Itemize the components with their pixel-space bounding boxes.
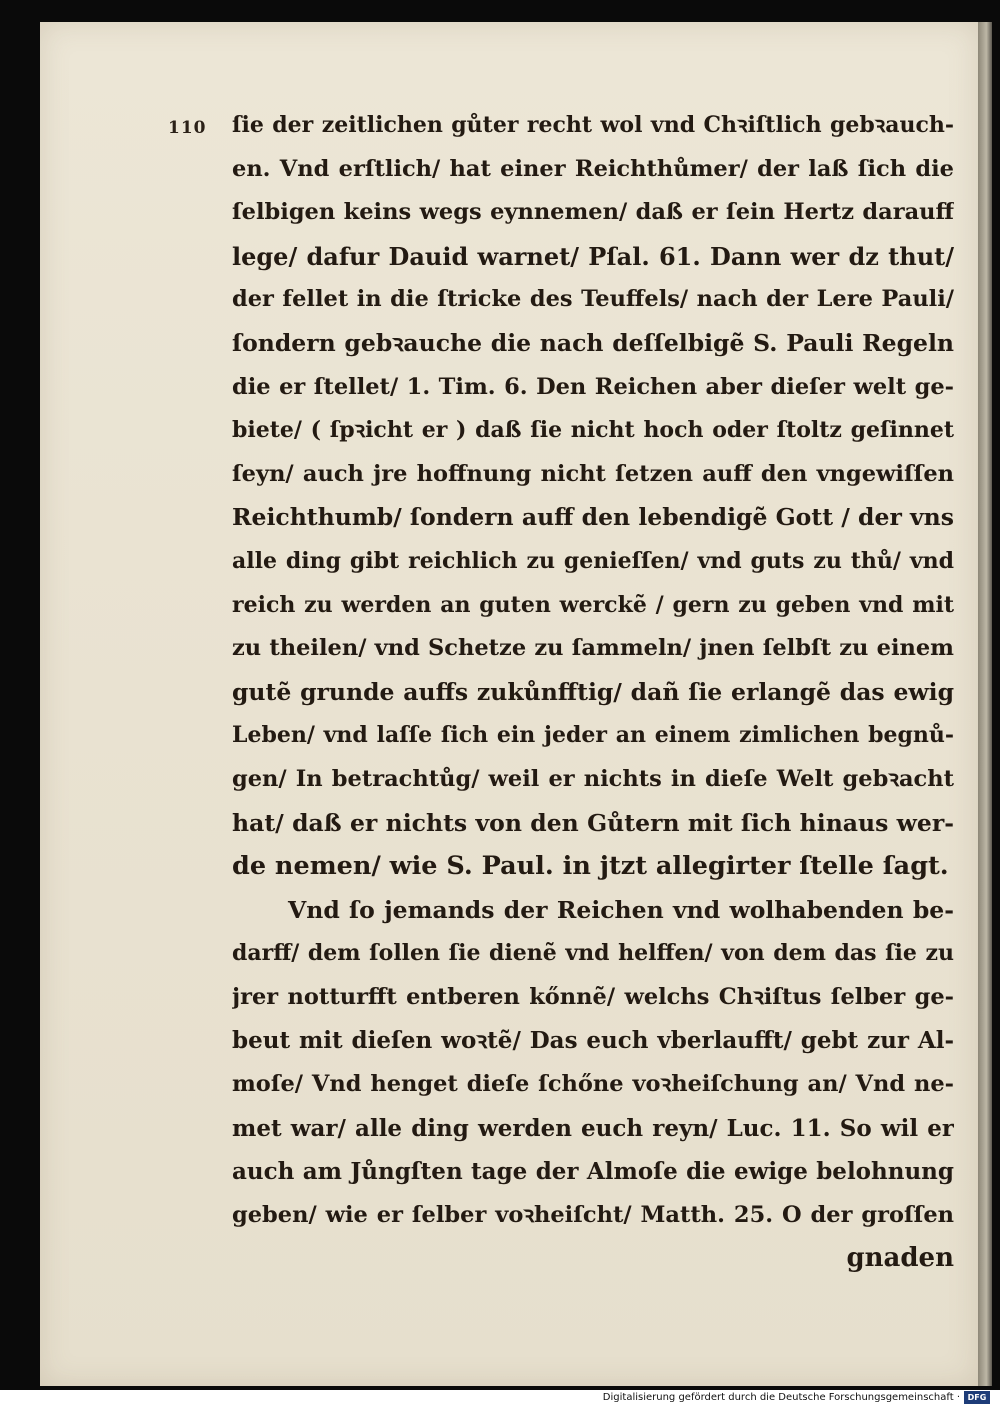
text-line: der fellet in die ſtricke des Teuffels/ nach der Lere Pauli/ xyxy=(232,286,954,313)
page-number: 110 xyxy=(168,118,207,138)
text-line: biete/ ( ſpꝛicht er ) daß ſie nicht hoch oder ſtoltz geſinnet xyxy=(232,417,954,444)
text-line: Leben/ vnd laſſe ſich ein jeder an einem zimlichen begnů- xyxy=(232,722,954,749)
body-text xyxy=(232,104,954,1281)
text-line: ſelbigen keins wegs eynnemen/ daß er ſein Hertz darauff xyxy=(232,199,954,226)
text-line: Vnd ſo jemands der Reichen vnd wolhabenden be- xyxy=(288,895,954,924)
text-line: lege/ dafur Dauid warnet/ Pſal. 61. Dann wer dz thut/ xyxy=(232,241,954,271)
text-line: gutẽ grunde auffs zukůnfftig/ dañ ſie erlangẽ das ewig xyxy=(232,677,954,706)
text-line: Reichthumb/ ſondern auff den lebendigẽ Gott / der vns xyxy=(232,503,954,532)
text-line: darff/ dem ſollen ſie dienẽ vnd helffen/ von dem das ſie zu xyxy=(232,940,954,967)
catchword: gnaden xyxy=(846,1243,954,1274)
text-line: die er ſtellet/ 1. Tim. 6. Den Reichen aber dieſer welt ge- xyxy=(232,373,954,400)
text-line: auch am Jůngſten tage der Almoſe die ewige belohnung xyxy=(232,1158,954,1186)
text-line: ſondern gebꝛauche die nach deſſelbigẽ S. Pauli Regeln xyxy=(232,328,954,357)
text-line: beut mit dieſen woꝛtẽ/ Das euch vberlaufft/ gebt zur Al- xyxy=(232,1027,954,1055)
text-line: geben/ wie er ſelber voꝛheiſcht/ Matth. 25. O der groſſen xyxy=(232,1201,954,1228)
text-line: moſe/ Vnd henget dieſe ſchőne voꝛheiſchung an/ Vnd ne- xyxy=(232,1071,954,1098)
page-edge xyxy=(978,22,992,1386)
text-line: ſeyn/ auch jre hoffnung nicht ſetzen auff den vngewiſſen xyxy=(232,460,954,487)
text-line: zu theilen/ vnd Schetze zu ſammeln/ jnen ſelbſt zu einem xyxy=(232,635,954,662)
text-line: en. Vnd erſtlich/ hat einer Reichthůmer/ der laß ſich die xyxy=(232,155,954,182)
text-line: de nemen/ wie S. Paul. in jtzt allegirter ſtelle ſagt. xyxy=(232,851,949,882)
text-line: met war/ alle ding werden euch reyn/ Luc. 11. So wil er xyxy=(232,1114,954,1142)
footer-credit: Digitalisierung gefördert durch die Deutsche Forschungsgemeinschaft · xyxy=(602,1392,960,1403)
text-line: ſie der zeitlichen gůter recht wol vnd Chꝛiſtlich gebꝛauch- xyxy=(232,112,954,138)
text-line: alle ding gibt reichlich zu genieſſen/ vnd guts zu thů/ vnd xyxy=(232,547,954,574)
text-line: hat/ daß er nichts von den Gůtern mit ſich hinaus wer- xyxy=(232,808,954,837)
text-line: reich zu werden an guten werckẽ / gern zu geben vnd mit xyxy=(232,591,954,618)
dfg-logo: DFG xyxy=(964,1391,990,1404)
text-line: jrer notturfft entberen kőnnẽ/ welchs Chꝛiſtus ſelber ge- xyxy=(232,983,954,1010)
text-line: gen/ In betrachtůg/ weil er nichts in dieſe Welt gebꝛacht xyxy=(232,765,954,792)
